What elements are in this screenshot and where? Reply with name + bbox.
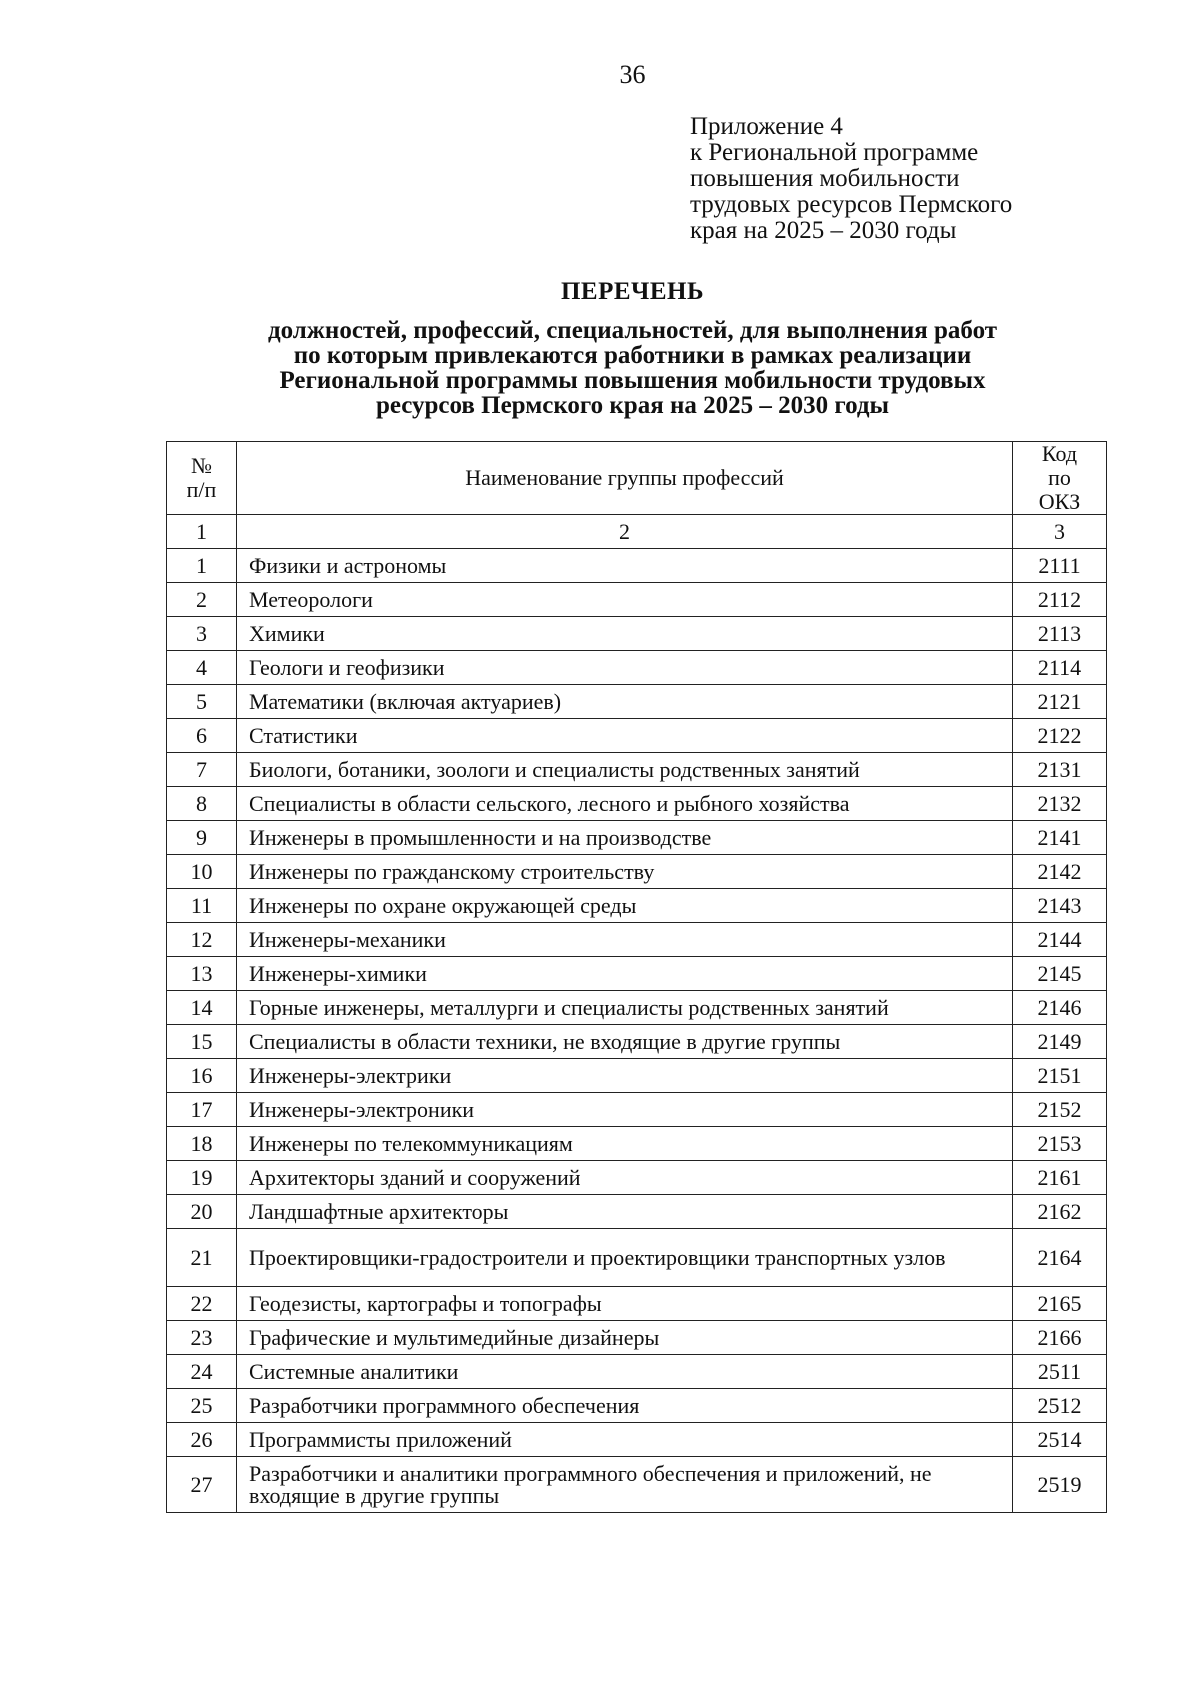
table-row	[167, 1127, 1107, 1161]
table-row	[167, 685, 1107, 719]
table-row	[167, 583, 1107, 617]
profession-group-name: Метеорологи	[237, 583, 1013, 617]
row-number: 23	[167, 1321, 237, 1355]
table-header-row	[167, 442, 1107, 515]
profession-group-name: Горные инженеры, металлурги и специалисты родственных занятий	[237, 991, 1013, 1025]
okz-code: 2114	[1013, 651, 1107, 685]
okz-code: 2152	[1013, 1093, 1107, 1127]
profession-group-name: Инженеры-электрики	[237, 1059, 1013, 1093]
table-row	[167, 719, 1107, 753]
appendix-line: трудовых ресурсов Пермского	[690, 191, 1013, 218]
table-row	[167, 889, 1107, 923]
column-index: 1	[167, 515, 237, 549]
profession-group-name: Инженеры по телекоммуникациям	[237, 1127, 1013, 1161]
profession-group-name: Разработчики программного обеспечения	[237, 1389, 1013, 1423]
profession-group-name: Специалисты в области сельского, лесного и рыбного хозяйства	[237, 787, 1013, 821]
okz-code: 2164	[1013, 1229, 1107, 1287]
profession-group-name: Инженеры по гражданскому строительству	[237, 855, 1013, 889]
header-code	[1013, 442, 1107, 515]
profession-group-name: Математики (включая актуариев)	[237, 685, 1013, 719]
subtitle-line: должностей, профессий, специальностей, для выполнения работ	[267, 317, 998, 344]
subtitle-line: ресурсов Пермского края на 2025 – 2030 годы	[375, 392, 890, 419]
table-row	[167, 923, 1107, 957]
okz-code: 2514	[1013, 1423, 1107, 1457]
professions-table	[166, 441, 1107, 1513]
row-number: 12	[167, 923, 237, 957]
table-row	[167, 617, 1107, 651]
profession-group-name: Биологи, ботаники, зоологи и специалисты родственных занятий	[237, 753, 1013, 787]
appendix-line: Приложение 4	[690, 113, 843, 140]
profession-group-name: Геологи и геофизики	[237, 651, 1013, 685]
profession-group-name: Инженеры-электроники	[237, 1093, 1013, 1127]
row-number: 1	[167, 549, 237, 583]
column-index: 2	[237, 515, 1013, 549]
table-row	[167, 1059, 1107, 1093]
column-index-row	[167, 515, 1107, 549]
appendix-line: повышения мобильности	[690, 165, 960, 192]
document-subtitle	[160, 318, 1105, 418]
header-name: Наименование группы профессий	[237, 442, 1013, 515]
okz-code: 2511	[1013, 1355, 1107, 1389]
okz-code: 2165	[1013, 1287, 1107, 1321]
row-number: 19	[167, 1161, 237, 1195]
row-number: 17	[167, 1093, 237, 1127]
row-number: 7	[167, 753, 237, 787]
table-row	[167, 1389, 1107, 1423]
okz-code: 2161	[1013, 1161, 1107, 1195]
subtitle-line: по которым привлекаются работники в рамках реализации	[293, 342, 972, 369]
profession-group-name: Инженеры-химики	[237, 957, 1013, 991]
row-number: 13	[167, 957, 237, 991]
header-code-line: по ОКЗ	[1038, 465, 1081, 514]
okz-code: 2166	[1013, 1321, 1107, 1355]
profession-group-name: Инженеры по охране окружающей среды	[237, 889, 1013, 923]
row-number: 20	[167, 1195, 237, 1229]
row-number: 24	[167, 1355, 237, 1389]
okz-code: 2146	[1013, 991, 1107, 1025]
table-body	[167, 442, 1107, 1513]
table-row	[167, 651, 1107, 685]
okz-code: 2111	[1013, 549, 1107, 583]
okz-code: 2121	[1013, 685, 1107, 719]
okz-code: 2153	[1013, 1127, 1107, 1161]
okz-code: 2113	[1013, 617, 1107, 651]
okz-code: 2112	[1013, 583, 1107, 617]
profession-group-name: Разработчики и аналитики программного обеспечения и приложений, не входящие в другие группы	[237, 1457, 1013, 1513]
table-row	[167, 1093, 1107, 1127]
okz-code: 2151	[1013, 1059, 1107, 1093]
row-number: 8	[167, 787, 237, 821]
row-number: 22	[167, 1287, 237, 1321]
profession-group-name: Архитекторы зданий и сооружений	[237, 1161, 1013, 1195]
row-number: 21	[167, 1229, 237, 1287]
okz-code: 2512	[1013, 1389, 1107, 1423]
row-number: 15	[167, 1025, 237, 1059]
table-row	[167, 957, 1107, 991]
okz-code: 2131	[1013, 753, 1107, 787]
table-row	[167, 1287, 1107, 1321]
profession-group-name: Ландшафтные архитекторы	[237, 1195, 1013, 1229]
header-number-line: №	[191, 453, 212, 478]
okz-code: 2142	[1013, 855, 1107, 889]
row-number: 5	[167, 685, 237, 719]
okz-code: 2143	[1013, 889, 1107, 923]
profession-group-name: Программисты приложений	[237, 1423, 1013, 1457]
profession-group-name: Физики и астрономы	[237, 549, 1013, 583]
row-number: 4	[167, 651, 237, 685]
table-row	[167, 1025, 1107, 1059]
table-row	[167, 1457, 1107, 1513]
table-row	[167, 1195, 1107, 1229]
okz-code: 2141	[1013, 821, 1107, 855]
table-row	[167, 1355, 1107, 1389]
table-row	[167, 821, 1107, 855]
profession-group-name: Проектировщики-градостроители и проектировщики транспортных узлов	[237, 1229, 1013, 1287]
row-number: 10	[167, 855, 237, 889]
profession-group-name: Химики	[237, 617, 1013, 651]
row-number: 2	[167, 583, 237, 617]
appendix-line: к Региональной программе	[690, 139, 979, 166]
appendix-note	[690, 114, 1110, 244]
profession-group-name: Статистики	[237, 719, 1013, 753]
row-number: 9	[167, 821, 237, 855]
row-number: 25	[167, 1389, 237, 1423]
header-number-line: п/п	[186, 477, 217, 502]
row-number: 18	[167, 1127, 237, 1161]
profession-group-name: Инженеры-механики	[237, 923, 1013, 957]
profession-group-name: Графические и мультимедийные дизайнеры	[237, 1321, 1013, 1355]
okz-code: 2132	[1013, 787, 1107, 821]
table-row	[167, 753, 1107, 787]
column-index: 3	[1013, 515, 1107, 549]
row-number: 3	[167, 617, 237, 651]
subtitle-line: Региональной программы повышения мобильности трудовых	[279, 367, 986, 394]
row-number: 6	[167, 719, 237, 753]
table-row	[167, 1321, 1107, 1355]
table-row	[167, 549, 1107, 583]
appendix-line: края на 2025 – 2030 годы	[690, 217, 957, 244]
header-number	[167, 442, 237, 515]
profession-group-name: Системные аналитики	[237, 1355, 1013, 1389]
row-number: 26	[167, 1423, 237, 1457]
okz-code: 2149	[1013, 1025, 1107, 1059]
page-number: 36	[619, 60, 646, 89]
header-code-line: Код	[1041, 441, 1078, 466]
row-number: 27	[167, 1457, 237, 1513]
table-row	[167, 1423, 1107, 1457]
document-title: ПЕРЕЧЕНЬ	[560, 278, 705, 305]
okz-code: 2519	[1013, 1457, 1107, 1513]
row-number: 11	[167, 889, 237, 923]
row-number: 16	[167, 1059, 237, 1093]
table-row	[167, 991, 1107, 1025]
table-row	[167, 1161, 1107, 1195]
profession-group-name: Геодезисты, картографы и топографы	[237, 1287, 1013, 1321]
profession-group-name: Инженеры в промышленности и на производстве	[237, 821, 1013, 855]
okz-code: 2162	[1013, 1195, 1107, 1229]
table-row	[167, 787, 1107, 821]
table-row	[167, 1229, 1107, 1287]
row-number: 14	[167, 991, 237, 1025]
profession-group-name: Специалисты в области техники, не входящие в другие группы	[237, 1025, 1013, 1059]
okz-code: 2144	[1013, 923, 1107, 957]
table-row	[167, 855, 1107, 889]
okz-code: 2122	[1013, 719, 1107, 753]
okz-code: 2145	[1013, 957, 1107, 991]
